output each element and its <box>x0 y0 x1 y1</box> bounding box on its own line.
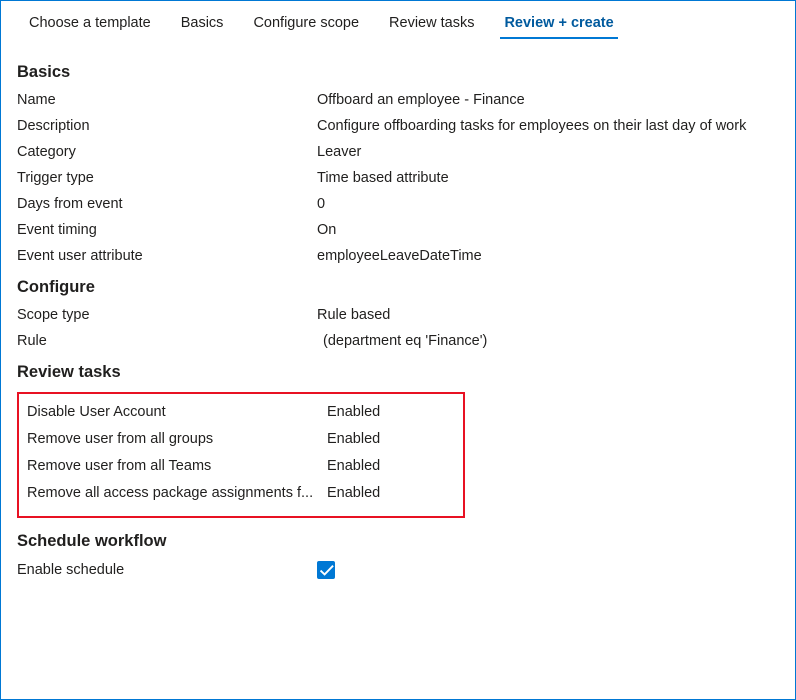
tab-review-create[interactable]: Review + create <box>492 9 625 41</box>
review-content <box>1 41 795 579</box>
value-rule: (department eq 'Finance') <box>323 333 488 349</box>
row-scope-type <box>17 307 779 323</box>
value-days-from-event: 0 <box>317 196 326 212</box>
value-name: Offboard an employee - Finance <box>317 92 525 108</box>
task-name-remove-all-access-package-assignments: Remove all access package assignments f... <box>27 485 314 501</box>
label-trigger-type: Trigger type <box>17 170 94 186</box>
label-rule: Rule <box>17 333 47 349</box>
enable-schedule-checkbox[interactable] <box>317 561 335 579</box>
tab-review-tasks[interactable]: Review tasks <box>389 15 475 31</box>
section-title-schedule-workflow: Schedule workflow <box>17 532 167 550</box>
task-status-disable-user-account: Enabled <box>327 404 381 420</box>
task-status-remove-user-from-all-groups: Enabled <box>327 431 381 447</box>
value-category: Leaver <box>317 144 362 160</box>
task-name-remove-user-from-all-groups: Remove user from all groups <box>27 431 214 447</box>
row-days-from-event <box>17 196 779 212</box>
checkmark-icon <box>320 565 334 577</box>
row-rule <box>17 333 779 349</box>
wizard-tabs <box>1 1 795 41</box>
row-event-user-attribute <box>17 248 779 264</box>
review-tasks-highlight-box <box>17 392 465 518</box>
section-title-configure: Configure <box>17 278 95 296</box>
task-status-remove-all-access-package-assignments: Enabled <box>327 485 381 501</box>
row-enable-schedule <box>17 561 779 579</box>
section-title-review-tasks: Review tasks <box>17 363 121 381</box>
tab-choose-a-template[interactable]: Choose a template <box>29 15 151 31</box>
label-event-user-attribute: Event user attribute <box>17 248 143 264</box>
value-scope-type: Rule based <box>317 307 391 323</box>
label-scope-type: Scope type <box>17 307 90 323</box>
value-description: Configure offboarding tasks for employees on their last day of work <box>317 118 747 134</box>
value-event-user-attribute: employeeLeaveDateTime <box>317 248 482 264</box>
label-event-timing: Event timing <box>17 222 97 238</box>
label-days-from-event: Days from event <box>17 196 123 212</box>
label-enable-schedule: Enable schedule <box>17 562 125 578</box>
tab-basics[interactable]: Basics <box>180 15 224 31</box>
label-name: Name <box>17 92 56 108</box>
row-name <box>17 92 779 108</box>
task-status-remove-user-from-all-teams: Enabled <box>327 458 381 474</box>
row-category <box>17 144 779 160</box>
label-category: Category <box>17 144 76 160</box>
task-row <box>25 485 457 501</box>
label-description: Description <box>17 118 90 134</box>
task-row <box>25 431 457 447</box>
row-event-timing <box>17 222 779 238</box>
task-row <box>25 458 457 474</box>
section-title-basics: Basics <box>17 63 71 81</box>
task-name-disable-user-account: Disable User Account <box>27 404 166 420</box>
task-name-remove-user-from-all-teams: Remove user from all Teams <box>27 458 212 474</box>
tab-configure-scope[interactable]: Configure scope <box>253 15 360 31</box>
value-event-timing: On <box>317 222 337 238</box>
row-description <box>17 118 779 134</box>
row-trigger-type <box>17 170 779 186</box>
task-row <box>25 404 457 420</box>
value-trigger-type: Time based attribute <box>317 170 449 186</box>
